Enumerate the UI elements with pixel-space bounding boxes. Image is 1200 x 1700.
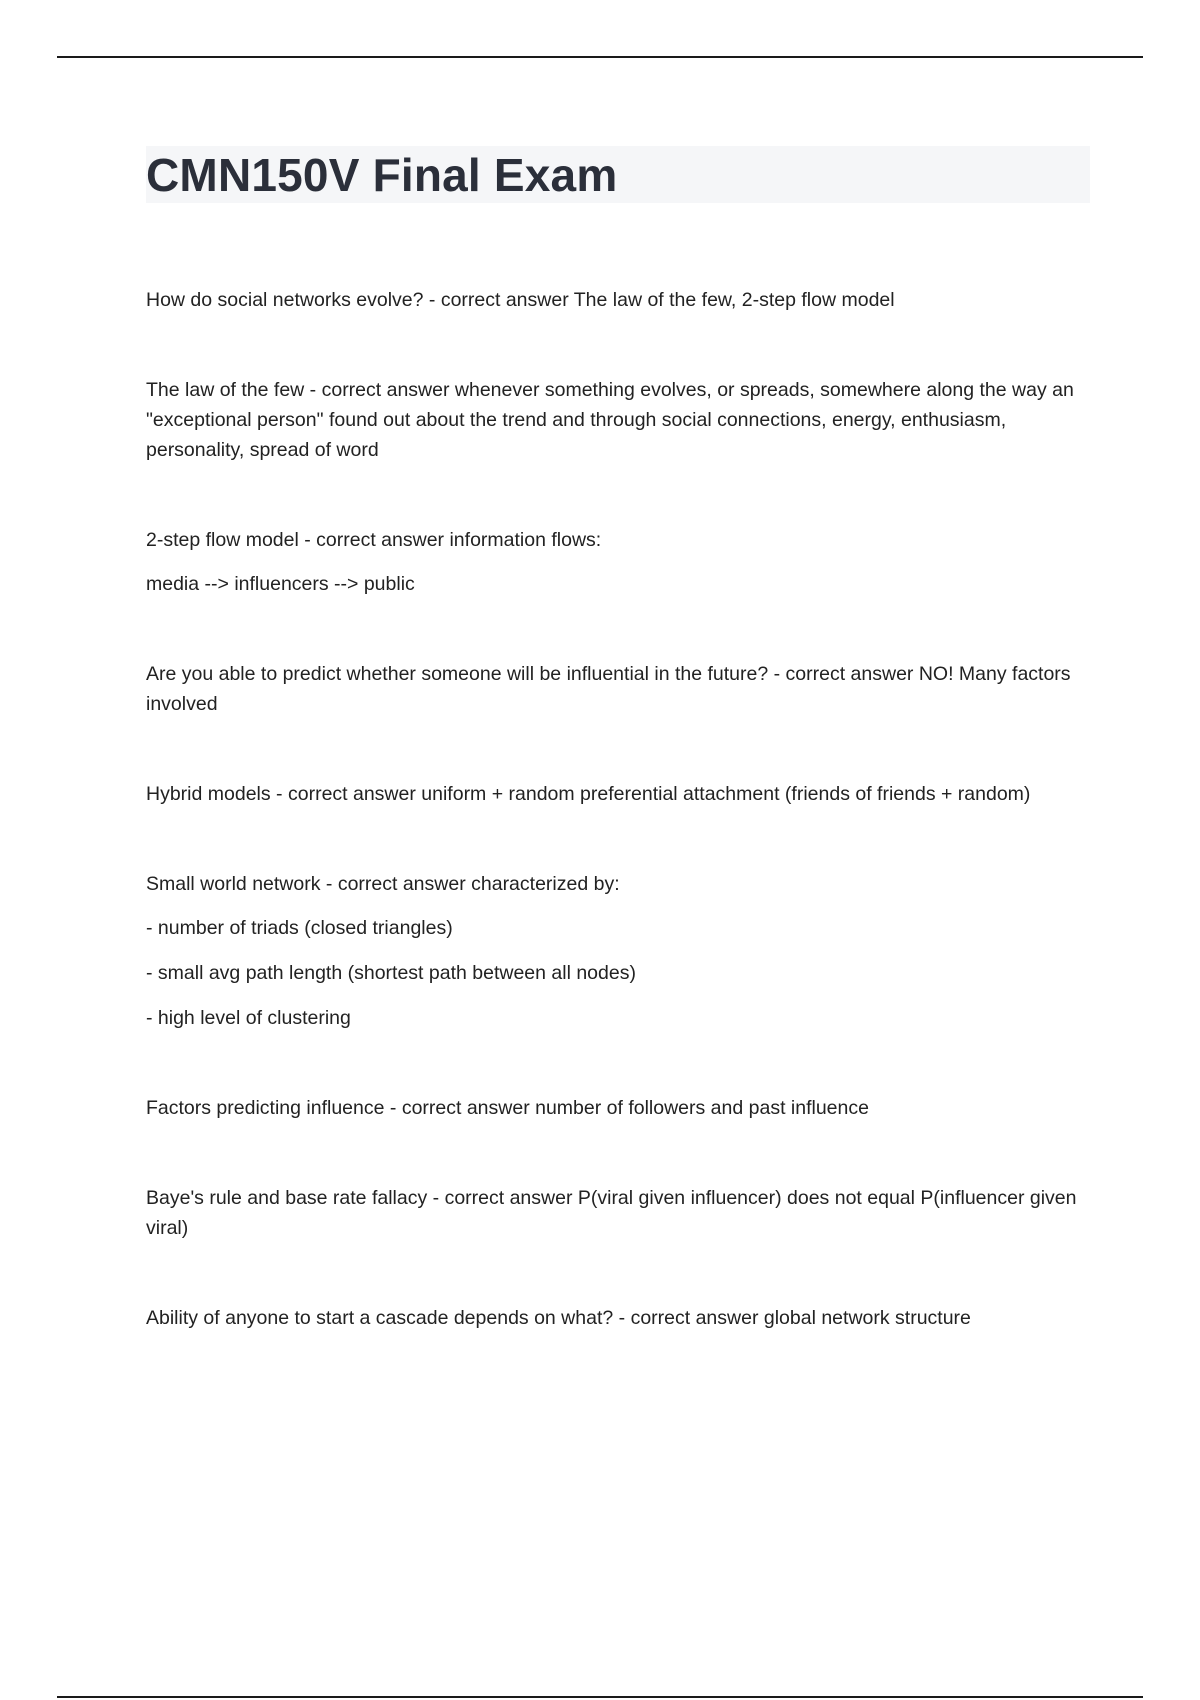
question-text: The law of the few [146, 379, 305, 401]
separator: - [384, 1097, 402, 1119]
answer-extra-line: - small avg path length (shortest path between all nodes) [146, 962, 636, 984]
answer-text: P(viral given influencer) does not equal P(influencer given viral) [146, 1187, 1077, 1239]
answer-text: characterized by: [471, 873, 620, 895]
qa-line [146, 525, 1090, 555]
question-text: Are you able to predict whether someone will be influential in the future? [146, 663, 769, 685]
qa-item [146, 1303, 1090, 1333]
separator: - [423, 289, 441, 311]
qa-item [146, 659, 1090, 719]
answer-prefix: correct answer [440, 289, 574, 311]
question-text: Baye's rule and base rate fallacy [146, 1187, 428, 1209]
question-text: Hybrid models [146, 783, 271, 805]
separator: - [768, 663, 786, 685]
answer-text: The law of the few, 2-step flow model [573, 289, 895, 311]
qa-item [146, 525, 1090, 599]
document-body [146, 146, 1090, 1393]
answer-text: information flows: [449, 529, 602, 551]
answer-text: whenever something evolves, or spreads, somewhere along the way an "exceptional person" found out about the trend and through social connections, energy, enthusiasm, personality, spread of word [146, 379, 1074, 461]
answer-prefix: correct answer [401, 1097, 536, 1119]
qa-line [146, 869, 1090, 899]
separator: - [427, 1187, 445, 1209]
qa-line [146, 1303, 1090, 1333]
answer-prefix: correct answer [444, 1187, 578, 1209]
document-title: CMN150V Final Exam [146, 148, 618, 201]
question-text: How do social networks evolve? [146, 289, 424, 311]
qa-item [146, 869, 1090, 1033]
question-text: Factors predicting influence [146, 1097, 385, 1119]
answer-prefix: correct answer [630, 1307, 764, 1329]
qa-line [146, 285, 1090, 315]
answer-prefix: correct answer [337, 873, 472, 895]
separator: - [613, 1307, 631, 1329]
qa-item [146, 1093, 1090, 1123]
qa-line [146, 659, 1090, 719]
qa-item [146, 375, 1090, 465]
question-text: Ability of anyone to start a cascade depends on what? [146, 1307, 614, 1329]
answer-extra-line: media --> influencers --> public [146, 573, 415, 595]
answer-text: global network structure [763, 1307, 971, 1329]
bottom-rule [57, 1696, 1143, 1698]
qa-item [146, 779, 1090, 809]
title-bar [146, 146, 1090, 203]
answer-extra-line: - high level of clustering [146, 1007, 351, 1029]
answer-text: number of followers and past influence [535, 1097, 869, 1119]
separator: - [304, 379, 322, 401]
qa-item [146, 1183, 1090, 1243]
answer-prefix: correct answer [316, 529, 450, 551]
top-rule [57, 56, 1143, 58]
qa-line [146, 375, 1090, 465]
qa-line [146, 1183, 1090, 1243]
question-text: Small world network [146, 873, 321, 895]
answer-text: uniform + random preferential attachment (friends of friends + random) [421, 783, 1031, 805]
qa-line [146, 1093, 1090, 1123]
answer-prefix: correct answer [321, 379, 455, 401]
question-text: 2-step flow model [146, 529, 299, 551]
separator: - [320, 873, 338, 895]
qa-item [146, 285, 1090, 315]
answer-prefix: correct answer [785, 663, 919, 685]
answer-prefix: correct answer [287, 783, 422, 805]
qa-line [146, 779, 1090, 809]
answer-extra-line: - number of triads (closed triangles) [146, 917, 453, 939]
answer-text: NO! Many factors involved [146, 663, 1071, 715]
separator: - [298, 529, 317, 551]
separator: - [270, 783, 288, 805]
